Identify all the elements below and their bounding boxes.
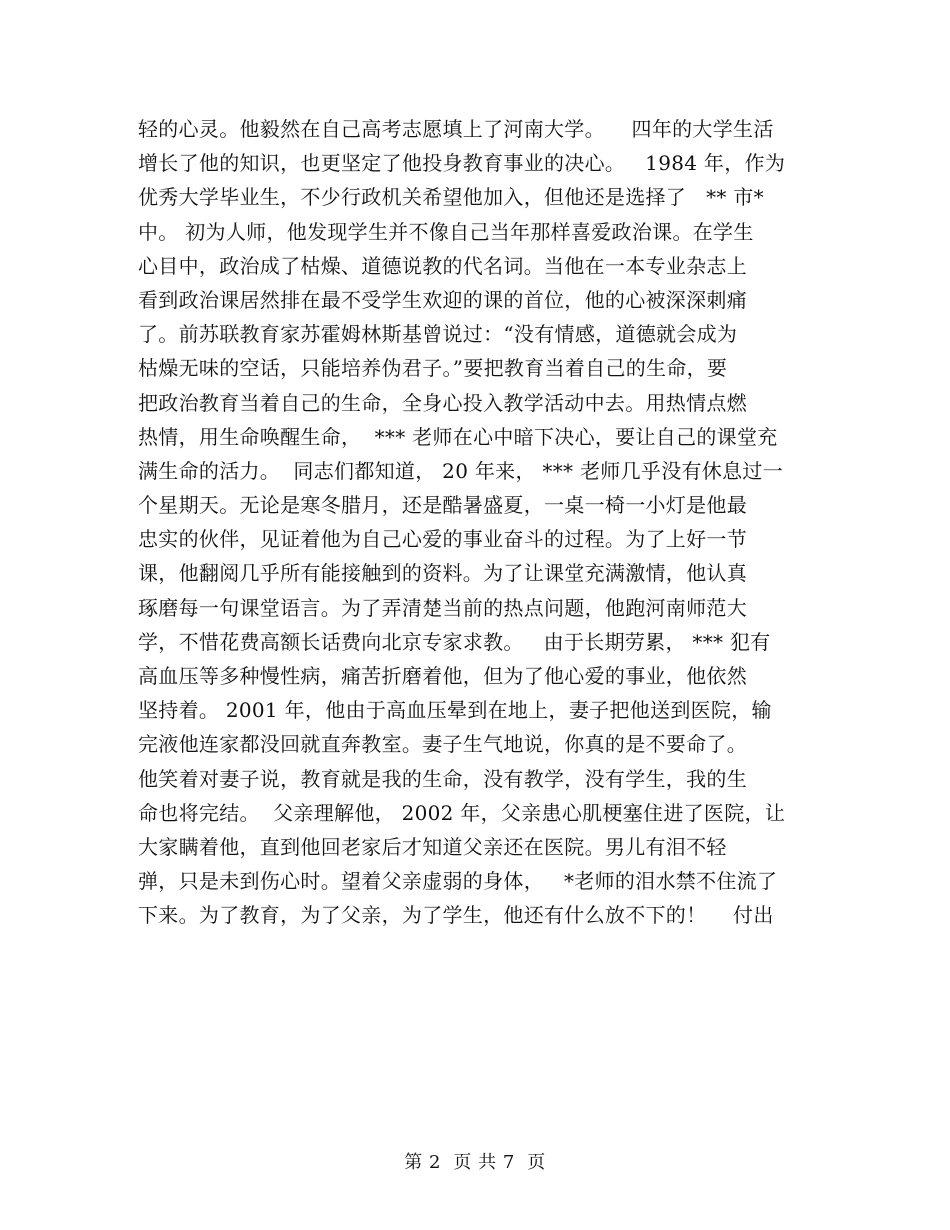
text-line: 热情，用生命唤醒生命， *** 老师在心中暗下决心，要让自己的课堂充 xyxy=(138,424,778,449)
text-line: 他笑着对妻子说，教育就是我的生命，没有教学，没有学生，我的生 xyxy=(138,766,747,791)
text-line: 学，不惜花费高额长话费向北京专家求教。 由于长期劳累， *** 犯有 xyxy=(138,629,771,654)
text-line: 完液他连家都没回就直奔教室。妻子生气地说，你真的是不要命了。 xyxy=(138,732,747,757)
text-line: 了。前苏联教育家苏霍姆林斯基曾说过：“没有情感，道德就会成为 xyxy=(138,322,738,347)
text-line: 忠实的伙伴，见证着他为自己心爱的事业奋斗的过程。为了上好一节 xyxy=(138,527,747,552)
text-line: 坚持着。 2001 年，他由于高血压晕到在地上，妻子把他送到医院，输 xyxy=(138,698,772,723)
text-line: 琢磨每一句课堂语言。为了弄清楚当前的热点问题，他跑河南师范大 xyxy=(138,595,747,620)
text-line: 心目中，政治成了枯燥、道德说教的代名词。当他在一本专业杂志上 xyxy=(138,253,747,278)
text-line: 大家瞒着他，直到他回老家后才知道父亲还在医院。男儿有泪不轻 xyxy=(138,834,727,859)
text-line: 看到政治课居然排在最不受学生欢迎的课的首位，他的心被深深刺痛 xyxy=(138,287,747,312)
text-line: 把政治教育当着自己的生命，全身心投入教学活动中去。用热情点燃 xyxy=(138,390,747,415)
text-line: 轻的心灵。他毅然在自己高考志愿填上了河南大学。 四年的大学生活 xyxy=(138,117,774,141)
text-line: 下来。为了教育，为了父亲，为了学生，他还有什么放不下的！ 付出 xyxy=(138,903,774,928)
text-line: 命也将完结。 父亲理解他， 2002 年，父亲患心肌梗塞住进了医院，让 xyxy=(138,800,786,825)
text-line: 优秀大学毕业生，不少行政机关希望他加入，但他还是选择了 ** 市* xyxy=(138,185,764,210)
text-line: 枯燥无味的空话，只能培养伪君子。”要把教育当着自己的生命，要 xyxy=(138,356,728,381)
page-number-footer: 第 2 页 共 7 页 xyxy=(404,1152,546,1173)
text-line: 满生命的活力。 同志们都知道， 20 年来， *** 老师几乎没有休息过一 xyxy=(138,458,783,483)
text-line: 课，他翻阅几乎所有能接触到的资料。为了让课堂充满激情，他认真 xyxy=(138,561,747,586)
text-line: 个星期天。无论是寒冬腊月，还是酷暑盛夏，一桌一椅一小灯是他最 xyxy=(138,493,747,518)
text-line: 中。 初为人师，他发现学生并不像自己当年那样喜爱政治课。在学生 xyxy=(138,219,754,244)
body-text xyxy=(138,112,818,933)
text-line: 弹，只是未到伤心时。望着父亲虚弱的身体， *老师的泪水禁不住流了 xyxy=(138,869,778,894)
text-line: 高血压等多种慢性病，痛苦折磨着他，但为了他心爱的事业，他依然 xyxy=(138,664,747,688)
text-line: 增长了他的知识，也更坚定了他投身教育事业的决心。 1984 年，作为 xyxy=(138,151,786,176)
